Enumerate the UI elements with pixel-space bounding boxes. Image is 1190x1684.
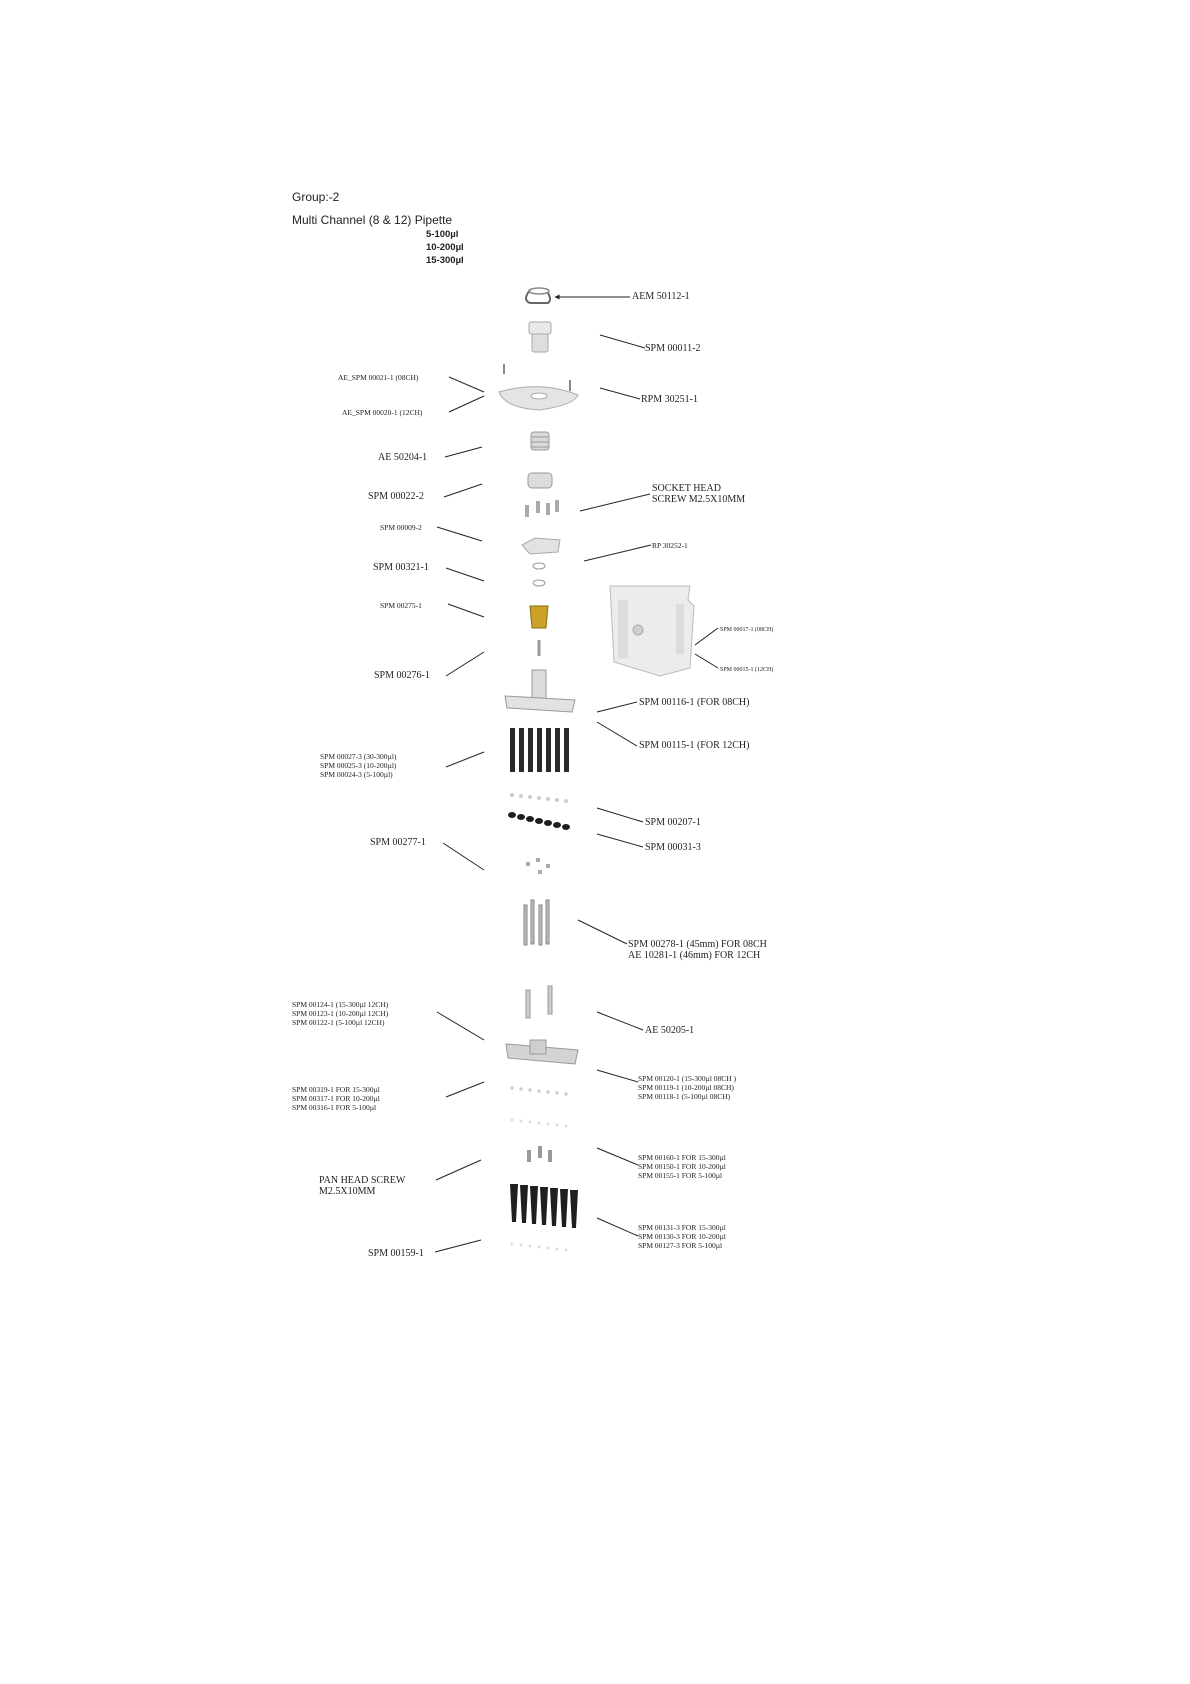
cone-line-3: SPM 00127-3 FOR 5-100µl (638, 1241, 723, 1250)
label-ae-50204-1: AE 50204-1 (378, 452, 428, 463)
volume-range-2: 10-200µl (426, 242, 464, 253)
label-socket-head-screw (652, 483, 745, 505)
body12-line-3: SPM 00122-1 (5-100µl 12CH) (292, 1018, 385, 1027)
label-spm-00131-group (638, 1223, 726, 1250)
label-rpm-30251-1: RPM 30251-1 (641, 394, 698, 405)
part-socket-head-screws (525, 500, 559, 517)
part-spm-00131-3-tip-cones (510, 1184, 578, 1228)
part-ae-50204-1 (531, 432, 549, 450)
label-spm-00275-1: SPM 00275-1 (380, 601, 422, 610)
leader-lines (435, 297, 718, 1252)
label-spm-00009-2: SPM 00009-2 (380, 523, 422, 532)
piston-line-1: SPM 00027-3 (30-300µl) (320, 752, 397, 761)
label-ae-50205-1: AE 50205-1 (645, 1025, 695, 1036)
seal-line-3: SPM 00316-1 FOR 5-100µl (292, 1103, 377, 1112)
part-pan-head-screws (527, 1146, 552, 1162)
label-ae-spm-00021-1: AE_SPM 00021-1 (08CH) (338, 373, 419, 382)
volume-range-1: 5-100µl (426, 229, 459, 240)
cone-line-1: SPM 00131-3 FOR 15-300µl (638, 1223, 726, 1232)
pan-head-line-2: M2.5X10MM (319, 1186, 376, 1197)
part-spm-00278-1-rods (524, 900, 549, 945)
body12-line-2: SPM 00123-1 (10-200µl 12CH) (292, 1009, 389, 1018)
part-spm-00319-1 (510, 1086, 568, 1096)
part-spm-00011-2 (529, 322, 551, 352)
label-spm-00115-1: SPM 00115-1 (FOR 12CH) (639, 740, 750, 751)
label-spm-00321-1: SPM 00321-1 (373, 562, 429, 573)
label-spm-00207-1: SPM 00207-1 (645, 817, 701, 828)
part-spm-00022-2 (528, 473, 552, 488)
label-spm-00160-group (638, 1153, 726, 1180)
body08-line-2: SPM 00119-1 (10-200µl 08CH) (638, 1083, 734, 1092)
label-spm-00015-1: SPM 00015-1 (12CH) (720, 667, 774, 673)
body12-line-1: SPM 00124-1 (15-300µl 12CH) (292, 1000, 389, 1009)
label-aem-50112-1: AEM 50112-1 (632, 291, 690, 302)
part-rpm-30251-1 (499, 387, 578, 410)
seal-line-1: SPM 00319-1 FOR 15-300µl (292, 1085, 380, 1094)
product-title: Multi Channel (8 & 12) Pipette (292, 213, 453, 227)
body08-line-1: SPM 00120-1 (15-300µl 08CH ) (638, 1074, 737, 1083)
volume-range-3: 15-300µl (426, 255, 464, 266)
rod-line-1: SPM 00278-1 (45mm) FOR 08CH (628, 939, 767, 950)
ring-line-3: SPM 00155-1 FOR 5-100µl (638, 1171, 723, 1180)
label-spm-00120-group (638, 1074, 736, 1101)
label-spm-00319-group (292, 1085, 380, 1112)
label-spm-00277-1: SPM 00277-1 (370, 837, 426, 848)
part-spm-00124-1-body (506, 1040, 578, 1064)
label-piston-group (320, 752, 396, 779)
group-title: Group:-2 (292, 190, 340, 204)
pan-head-line-1: PAN HEAD SCREW (319, 1175, 406, 1186)
socket-head-line-2: SCREW M2.5X10MM (652, 494, 746, 505)
part-spm-00207-1 (510, 793, 568, 803)
part-spm-00116-1 (505, 670, 575, 712)
part-spm-00275-1 (530, 606, 548, 628)
label-rp-30252-1: RP 30252-1 (652, 541, 688, 550)
label-spm-00124-group (292, 1000, 388, 1027)
part-spm-00159-1 (511, 1243, 568, 1252)
part-ae-50205-1 (526, 986, 552, 1018)
ring-line-1: SPM 00160-1 FOR 15-300µl (638, 1153, 726, 1162)
part-spm-00321-1 (533, 563, 545, 586)
label-spm-00011-2: SPM 00011-2 (645, 343, 701, 354)
part-spm-00009-2 (522, 538, 560, 554)
part-spm-00120-1-strip (511, 1119, 568, 1128)
part-spm-00031-3 (508, 812, 570, 830)
label-spm-00022-2: SPM 00022-2 (368, 491, 424, 502)
label-spm-00116-1: SPM 00116-1 (FOR 08CH) (639, 697, 750, 708)
label-spm-00017-1: SPM 00017-1 (08CH) (720, 627, 774, 633)
rod-line-2: AE 10281-1 (46mm) FOR 12CH (628, 950, 761, 961)
label-spm-00159-1: SPM 00159-1 (368, 1248, 424, 1259)
socket-head-line-1: SOCKET HEAD (652, 483, 721, 494)
part-spm-00017-1-housing (610, 586, 694, 676)
label-spm-00276-1: SPM 00276-1 (374, 670, 430, 681)
part-spm-00027-3-pistons (510, 728, 569, 772)
piston-line-3: SPM 00024-3 (5-100µl) (320, 770, 393, 779)
label-spm-00278-1 (628, 939, 767, 961)
label-spm-00031-3: SPM 00031-3 (645, 842, 701, 853)
ring-line-2: SPM 00150-1 FOR 10-200µl (638, 1162, 726, 1171)
body08-line-3: SPM 00118-1 (5-100µl 08CH) (638, 1092, 731, 1101)
part-aem-50112-1 (526, 288, 550, 303)
label-pan-head-screw (319, 1175, 405, 1197)
seal-line-2: SPM 00317-1 FOR 10-200µl (292, 1094, 380, 1103)
cone-line-2: SPM 00130-3 FOR 10-200µl (638, 1232, 726, 1241)
part-spm-00277-1 (526, 858, 550, 874)
piston-line-2: SPM 00025-3 (10-200µl) (320, 761, 397, 770)
label-ae-spm-00020-1: AE_SPM 00020-1 (12CH) (342, 408, 423, 417)
